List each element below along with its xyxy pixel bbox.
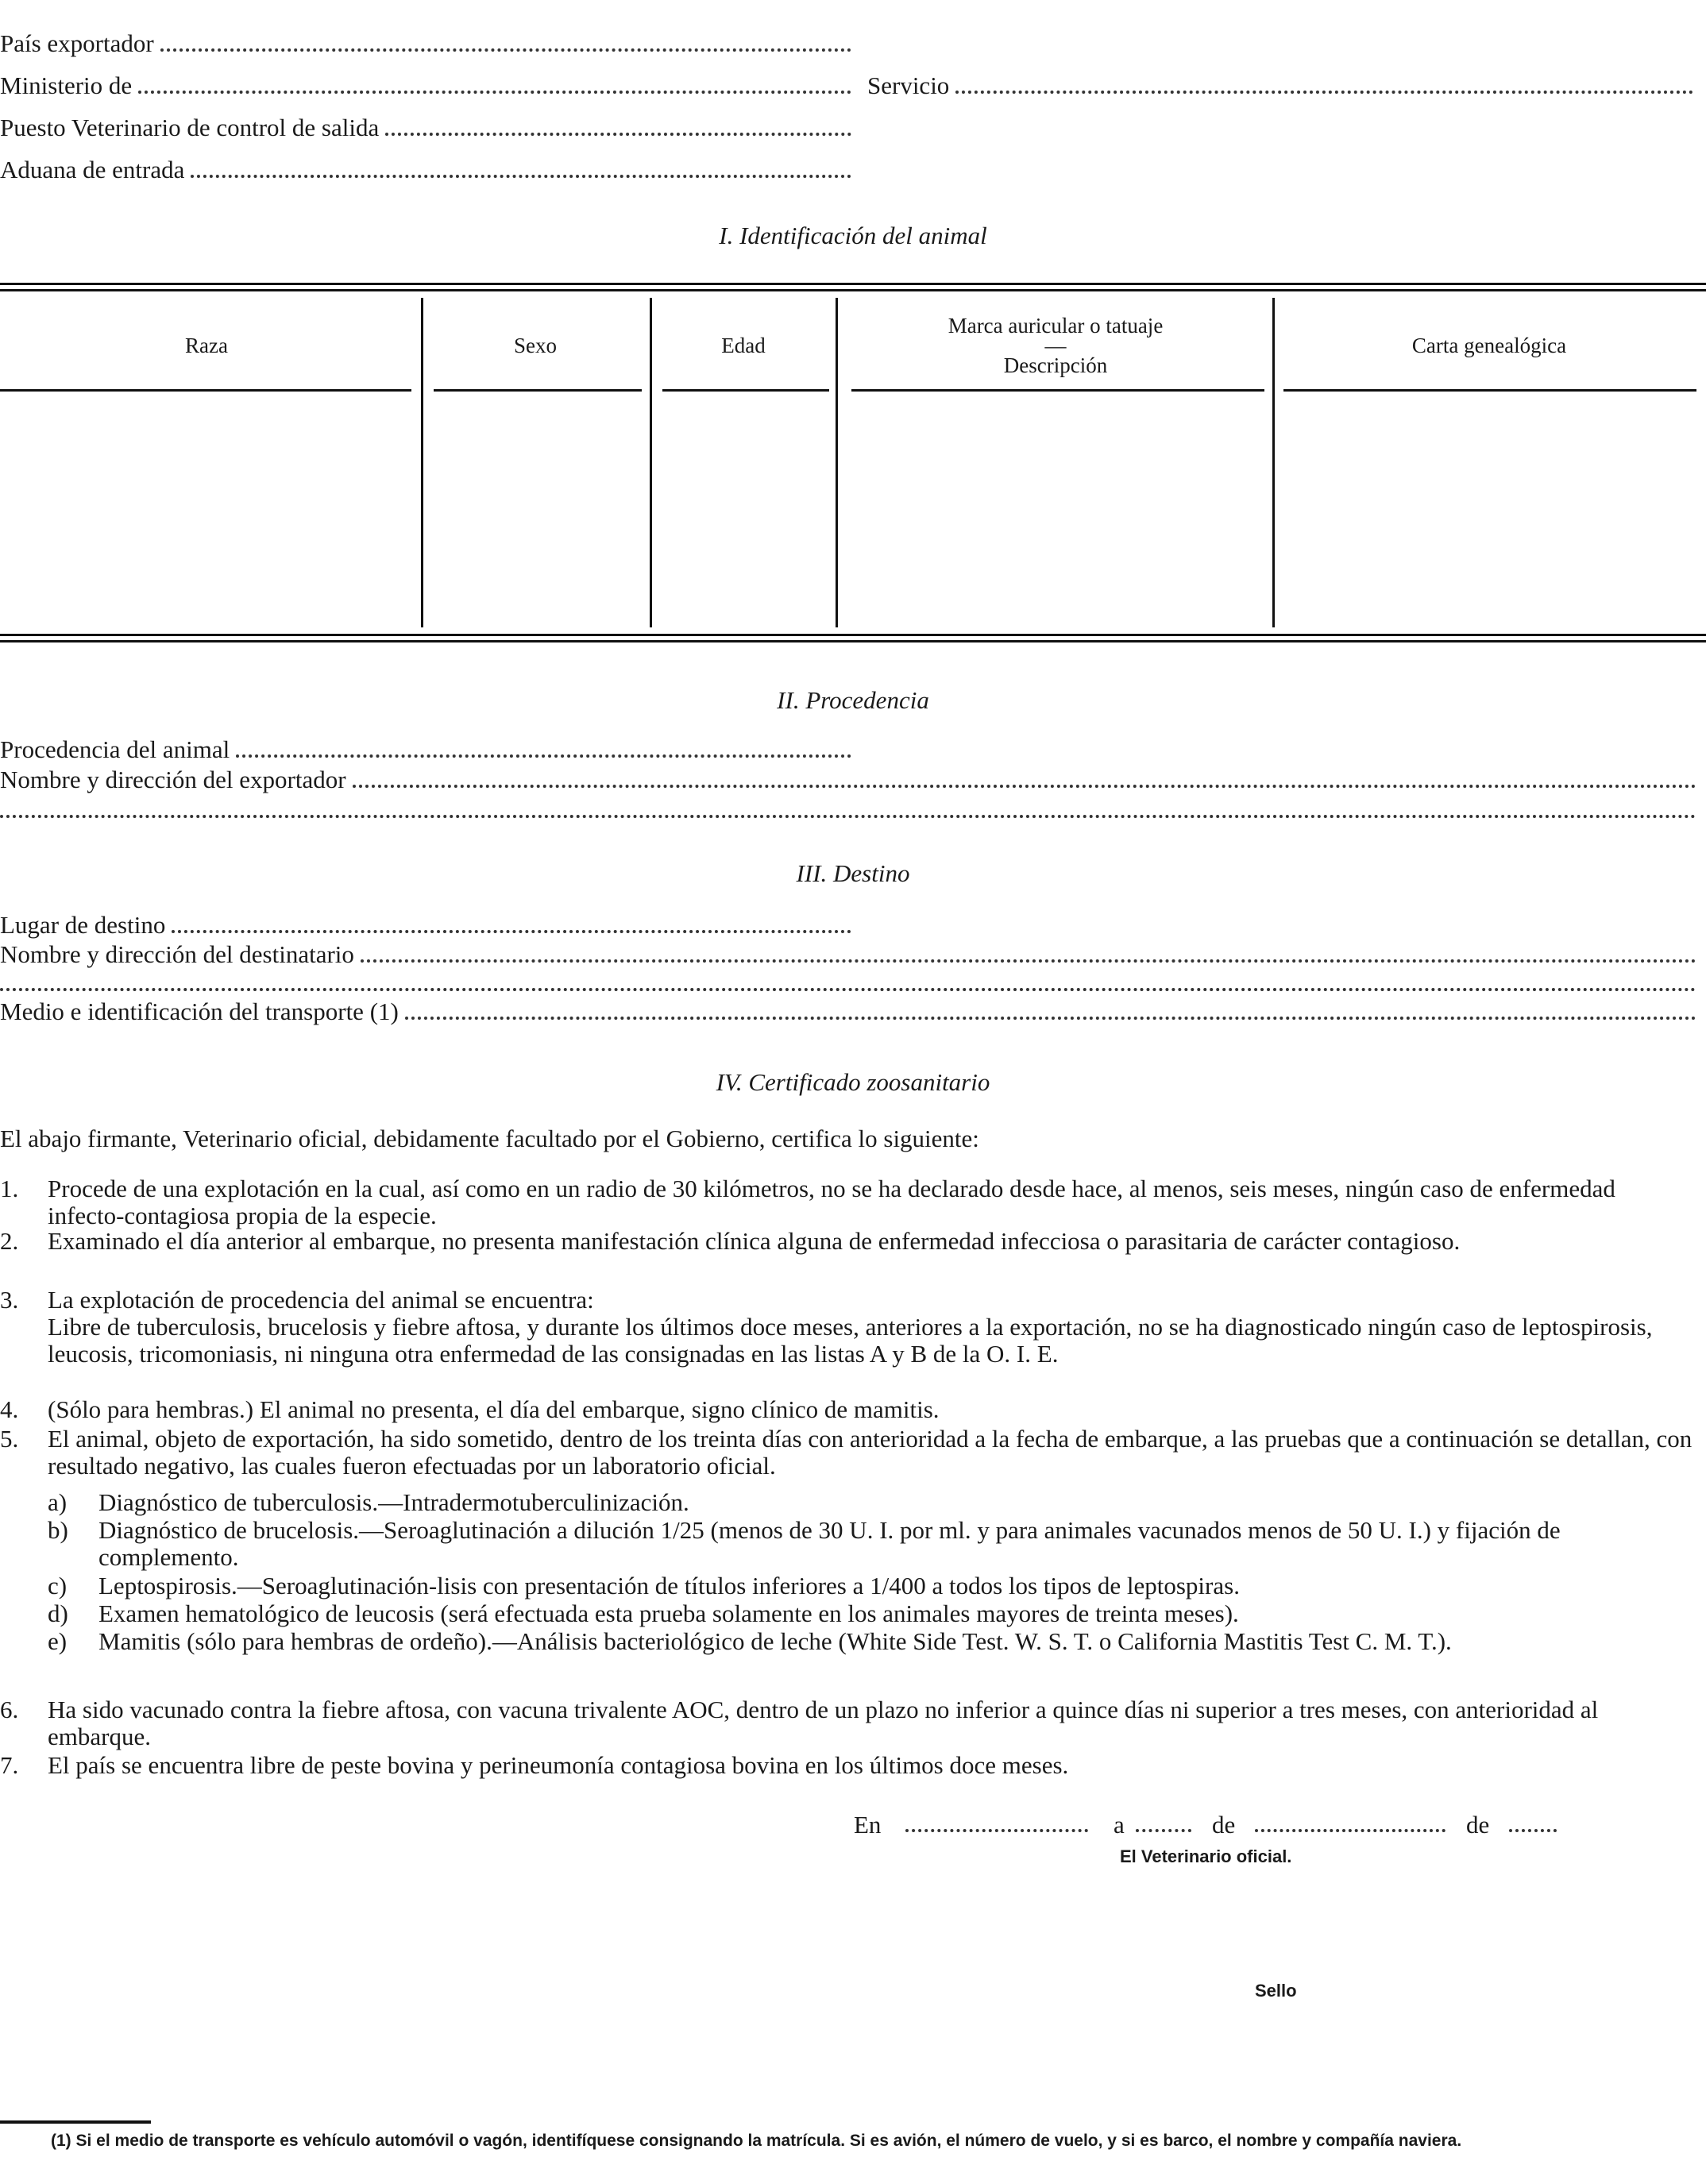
item-number: 4. xyxy=(0,1395,19,1423)
section-title-destino: III. Destino xyxy=(796,859,910,887)
field-label: Lugar de destino xyxy=(0,911,166,939)
dotted-line xyxy=(1136,1829,1191,1832)
subitem-letter: d) xyxy=(48,1599,68,1627)
header-underline xyxy=(662,389,829,392)
field-label: Procedencia del animal xyxy=(0,735,230,763)
subitem-text: Diagnóstico de brucelosis.—Seroaglutinación a dilución 1/25 (menos de 30 U. I. por ml. y para animales vacunados menos de 50 U. I.) y fijación de complemento. xyxy=(98,1516,1561,1571)
item-number: 3. xyxy=(0,1286,19,1314)
sig-de: de xyxy=(1212,1811,1236,1839)
column-divider xyxy=(1272,298,1275,627)
field-exportador xyxy=(0,764,1696,796)
subitem-text: Mamitis (sólo para hembras de ordeño).—Análisis bacteriológico de leche (White Side Test. W. S. T. o California Mastitis Test C. M. T.). xyxy=(98,1627,1452,1655)
item-number: 7. xyxy=(0,1751,19,1779)
item-text: El país se encuentra libre de peste bovina y perineumonía contagiosa bovina en los últimos doce meses. xyxy=(48,1751,1069,1779)
subitem-letter: a) xyxy=(48,1488,68,1516)
dotted-line xyxy=(1255,1829,1445,1832)
dotted-line xyxy=(905,1829,1088,1832)
field-label: Nombre y dirección del exportador xyxy=(0,766,346,793)
field-servicio xyxy=(867,70,1693,102)
subitem-text: Leptospirosis.—Seroaglutinación-lisis con presentación de títulos inferiores a 1/400 a todos los tipos de leptospiras. xyxy=(98,1572,1240,1599)
field-label: Ministerio de xyxy=(0,71,133,99)
field-ministerio xyxy=(0,70,851,102)
certificate-intro: El abajo firmante, Veterinario oficial, debidamente facultado por el Gobierno, certifica lo siguiente: xyxy=(0,1125,979,1152)
table-rule xyxy=(0,640,1706,642)
field-lugar-destino xyxy=(0,909,851,941)
section-title-certificado: IV. Certificado zoosanitario xyxy=(716,1068,990,1096)
table-rule xyxy=(0,289,1706,291)
dotted-line xyxy=(353,785,1696,788)
sello-label: Sello xyxy=(1255,1981,1297,2001)
item-text: Examinado el día anterior al embarque, no presenta manifestación clínica alguna de enfermedad infecciosa o parasitaria de carácter contagioso. xyxy=(48,1227,1461,1255)
field-puesto-veterinario xyxy=(0,112,851,144)
dotted-line xyxy=(172,930,851,933)
field-transporte xyxy=(0,996,1696,1028)
section-title-identificacion: I. Identificación del animal xyxy=(719,222,987,249)
dotted-line xyxy=(361,959,1696,963)
column-header-edad: Edad xyxy=(721,334,766,357)
dotted-line xyxy=(405,1017,1696,1020)
item-number: 1. xyxy=(0,1175,19,1202)
subitem-letter: c) xyxy=(48,1572,68,1599)
header-underline xyxy=(851,389,1264,392)
field-label: Puesto Veterinario de control de salida xyxy=(0,114,380,141)
header-underline xyxy=(434,389,642,392)
item-text: Ha sido vacunado contra la fiebre aftosa, con vacuna trivalente AOC, dentro de un plazo no inferior a quince días ni superior a tres meses, con anterioridad al embarque. xyxy=(48,1696,1599,1750)
column-header-carta: Carta genealógica xyxy=(1411,334,1567,357)
dotted-line xyxy=(0,815,1696,818)
marca-dash: — xyxy=(1044,334,1067,357)
field-pais-exportador xyxy=(0,28,851,60)
field-label: País exportador xyxy=(0,29,154,57)
item-text: El animal, objeto de exportación, ha sido sometido, dentro de los treinta días con anterioridad a la fecha de embarque, a las pruebas que a continuación se detallan, con resultado negativo, las cuales fueron efectuadas por un laboratorio oficial. xyxy=(48,1425,1692,1480)
footnote-rule xyxy=(0,2120,151,2124)
item-number: 6. xyxy=(0,1696,19,1723)
field-label: Nombre y dirección del destinatario xyxy=(0,940,354,968)
item-number: 2. xyxy=(0,1227,19,1255)
dotted-line xyxy=(955,91,1693,94)
dotted-line xyxy=(1509,1829,1557,1832)
item-text: Libre de tuberculosis, brucelosis y fiebre aftosa, y durante los últimos doce meses, anteriores a la exportación, no se ha diagnosticado ningún caso de leptospirosis, leucosis, tricomoniasis, ni ninguna otra enfermedad de las consignadas en las listas A y B de la O. I. E. xyxy=(48,1313,1653,1368)
sig-a: a xyxy=(1114,1811,1125,1839)
table-rule xyxy=(0,634,1706,636)
column-divider xyxy=(836,298,838,627)
field-destinatario xyxy=(0,939,1696,970)
subitem-letter: b) xyxy=(48,1516,68,1544)
item-text: Procede de una explotación en la cual, así como en un radio de 30 kilómetros, no se ha declarado desde hace, al menos, seis meses, ningún caso de enfermedad infecto-contagiosa propia de la especie. xyxy=(48,1175,1615,1229)
dotted-line xyxy=(385,133,851,136)
sig-de: de xyxy=(1466,1811,1490,1839)
field-aduana xyxy=(0,154,851,186)
dotted-line xyxy=(191,175,851,178)
column-divider xyxy=(421,298,423,627)
section-title-procedencia: II. Procedencia xyxy=(777,686,929,714)
item-number: 5. xyxy=(0,1425,19,1453)
column-divider xyxy=(650,298,652,627)
header-underline xyxy=(0,389,411,392)
dotted-line xyxy=(236,754,851,758)
column-header-raza: Raza xyxy=(185,334,228,357)
field-exportador-cont xyxy=(0,794,1696,826)
subitem-text: Diagnóstico de tuberculosis.—Intradermotuberculinización. xyxy=(98,1488,689,1516)
marca-label: Marca auricular o tatuaje xyxy=(948,314,1164,338)
field-label: Servicio xyxy=(867,71,950,99)
descripcion-label: Descripción xyxy=(1003,353,1108,377)
footnote-text: (1) Si el medio de transporte es vehículo automóvil o vagón, identifíquese consignando la matrícula. Si es avión, el número de vuelo, y si es barco, el nombre y compañía naviera. xyxy=(51,2132,1462,2150)
dotted-line xyxy=(0,988,1696,991)
field-procedencia-animal xyxy=(0,734,851,766)
subitem-text: Examen hematológico de leucosis (será efectuada esta prueba solamente en los animales mayores de treinta meses). xyxy=(98,1599,1239,1627)
sig-en: En xyxy=(854,1811,882,1839)
field-destinatario-cont xyxy=(0,967,1696,999)
subitem-letter: e) xyxy=(48,1627,68,1655)
column-header-marca xyxy=(846,298,1265,393)
field-label: Aduana de entrada xyxy=(0,156,185,183)
item-text: La explotación de procedencia del animal se encuentra: xyxy=(48,1286,594,1314)
field-label: Medio e identificación del transporte (1) xyxy=(0,997,399,1025)
column-header-sexo: Sexo xyxy=(514,334,557,357)
dotted-line xyxy=(138,91,851,94)
header-underline xyxy=(1283,389,1696,392)
dotted-line xyxy=(160,48,851,52)
table-rule xyxy=(0,283,1706,285)
item-text: (Sólo para hembras.) El animal no presenta, el día del embarque, signo clínico de mamitis. xyxy=(48,1395,940,1423)
veterinario-oficial-label: El Veterinario oficial. xyxy=(1120,1846,1292,1866)
